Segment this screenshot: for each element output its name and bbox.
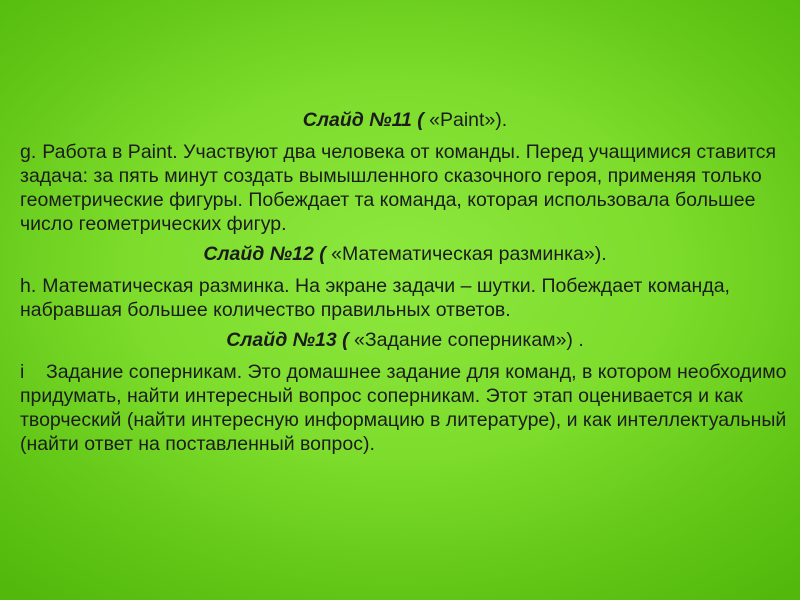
slide-12-description bbox=[20, 274, 790, 322]
slide-13-number: Слайд №13 ( bbox=[226, 329, 355, 351]
slide-11-number: Слайд №11 ( bbox=[302, 109, 430, 131]
slide-12-number: Слайд №12 ( bbox=[203, 243, 332, 265]
slide-13-title: «Задание соперникам») . bbox=[354, 329, 584, 351]
slide-13-heading bbox=[20, 328, 790, 352]
slide-13-description bbox=[20, 360, 790, 456]
slide-13-text: Задание соперникам. Это домашнее задание для команд, в котором необходимо придумать, найти интересный вопрос соперникам. Этот этап оценивается и как творческий (найти интересную информацию в литературе), и как интеллектуальный (найти ответ на поставленный вопрос). bbox=[20, 361, 787, 455]
slide-11-text: Работа в Paint. Участвуют два человека от команды. Перед учащимися ставится задача: за пять минут создать вымышленного сказочного героя, применяя только геометрические фигуры. Побеждает та команда, которая использовала большее число геометрических фигур. bbox=[20, 141, 777, 235]
list-marker-i: i bbox=[20, 361, 25, 383]
slide-content bbox=[20, 108, 790, 462]
slide-11-heading bbox=[20, 108, 790, 132]
list-marker-g: g. bbox=[20, 141, 37, 163]
list-marker-h: h. bbox=[20, 275, 37, 297]
slide-11-description bbox=[20, 140, 790, 236]
slide-12-heading bbox=[20, 242, 790, 266]
slide-12-title: «Математическая разминка»). bbox=[331, 243, 607, 265]
slide-12-text: Математическая разминка. На экране задачи – шутки. Побеждает команда, набравшая большее количество правильных ответов. bbox=[20, 275, 730, 321]
slide-11-title: «Paint»). bbox=[429, 109, 508, 131]
